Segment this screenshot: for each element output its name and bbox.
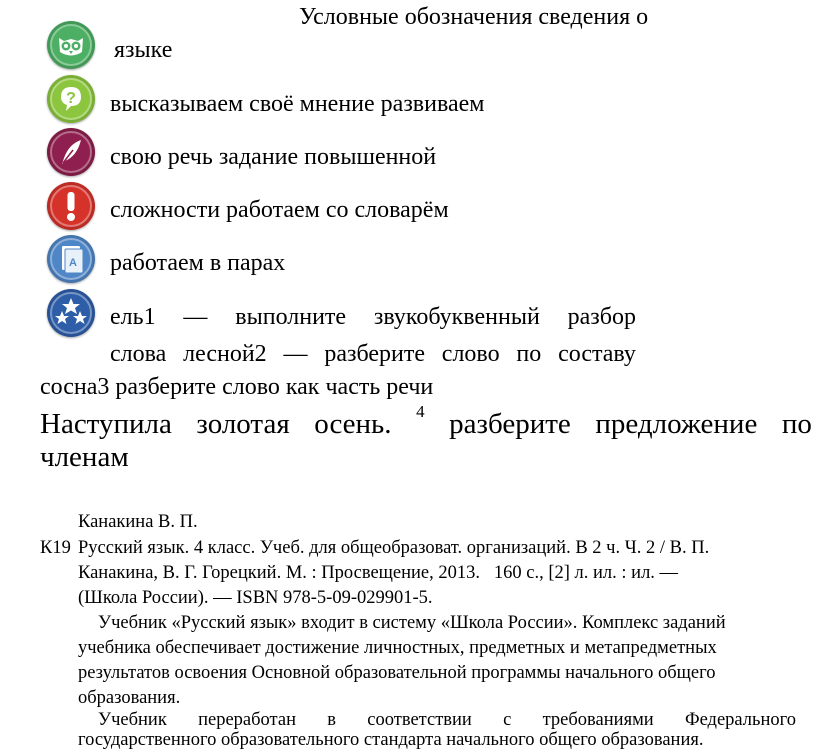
annotation-line: образования. (78, 688, 181, 708)
task-line-1 (110, 303, 636, 331)
svg-text:?: ? (66, 90, 76, 107)
task-line-3: сосна3 разберите слово как часть речи (40, 374, 434, 400)
svg-text:A: A (69, 257, 77, 269)
task-word: ель1 (110, 304, 156, 330)
annotation-word: Федерального (684, 710, 796, 730)
question-icon (47, 75, 95, 123)
annotation-line: результатов освоения Основной образовательной программы начального общего (78, 663, 716, 683)
task-word: выполните (235, 304, 347, 330)
biblio-author: Канакина В. П. (78, 512, 198, 532)
task-line-4 (40, 402, 812, 441)
biblio-line: (Школа России). — ISBN 978-5-09-029901-5. (78, 588, 433, 608)
annotation-word: с (503, 710, 512, 730)
quill-icon (47, 128, 95, 176)
task-superscript: 4 (416, 402, 425, 421)
legend-item-quill: свою речь задание повышенной (110, 144, 437, 170)
legend-item-pairs: работаем в парах (110, 250, 286, 276)
task-word: по (781, 408, 812, 440)
task-word: слово (441, 341, 500, 367)
task-word: — (183, 304, 208, 330)
task-word: звукобуквенный (373, 304, 540, 330)
task-word: — (283, 341, 308, 367)
task-word: осень. (314, 408, 392, 440)
task-word: разберите (324, 341, 425, 367)
owl-icon (47, 21, 95, 69)
task-word: золотая (196, 408, 290, 440)
task-word: лесной2 (183, 341, 267, 367)
legend-title-line1: Условные обозначения сведения о (299, 4, 649, 30)
task-word: слова (110, 341, 167, 367)
task-line-5: членам (40, 441, 129, 473)
annotation-word: Учебник (98, 710, 167, 730)
pair-book-icon (47, 235, 95, 283)
task-word: разберите (449, 408, 571, 440)
exclamation-icon (47, 182, 95, 230)
annotation-word: требованиями (542, 710, 654, 730)
task-word: по (516, 341, 542, 367)
task-line-2 (110, 340, 636, 368)
legend-item-question: высказываем своё мнение развиваем (110, 91, 485, 117)
legend-item-exclamation: сложности работаем со словарём (110, 197, 449, 223)
annotation-word: переработан (198, 710, 296, 730)
task-word: разбор (567, 304, 636, 330)
annotation-word: соответствии (367, 710, 472, 730)
task-word: Наступила (40, 408, 172, 440)
annotation-line: государственного образовательного стандарта начального общего образования. (78, 730, 704, 750)
annotation-word: в (327, 710, 337, 730)
biblio-line: Русский язык. 4 класс. Учеб. для общеобразоват. организаций. В 2 ч. Ч. 2 / В. П. (78, 538, 710, 558)
legend-title-line2: языке (114, 37, 173, 63)
task-word: предложение (595, 408, 758, 440)
biblio-line: Канакина, В. Г. Горецкий. М. : Просвещение, 2013. 160 с., [2] л. ил. : ил. — (78, 563, 679, 583)
annotation-line: Учебник «Русский язык» входит в систему «Школа России». Комплекс заданий (98, 613, 726, 633)
task-word: составу (558, 341, 636, 367)
stars-icon (47, 289, 95, 337)
biblio-code: К19 (40, 538, 71, 558)
annotation-line: учебника обеспечивает достижение личностных, предметных и метапредметных (78, 638, 717, 658)
